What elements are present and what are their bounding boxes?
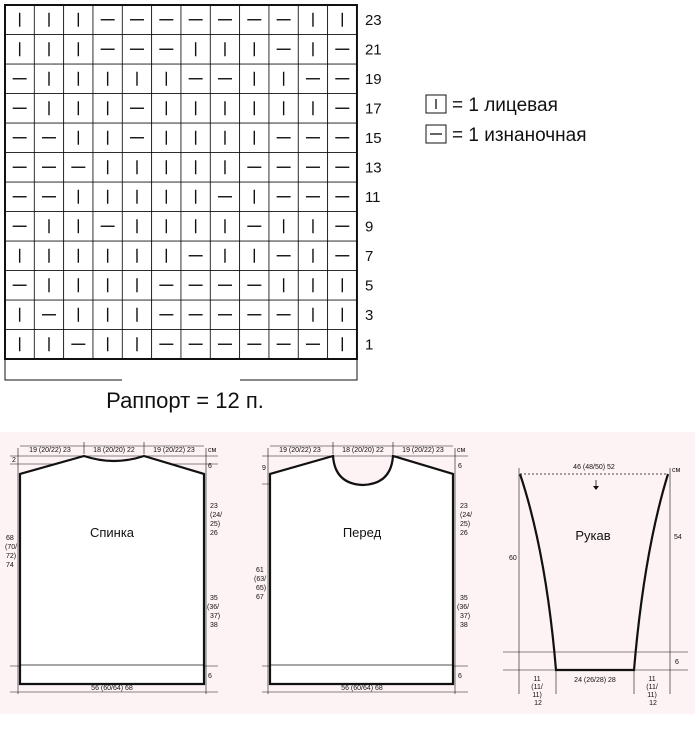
- back-title: Спинка: [89, 525, 135, 540]
- back-piece: [5, 442, 224, 694]
- back-total-length: 68 (70/ 72) 74: [5, 535, 18, 569]
- legend-purl: = 1 изнаночная: [452, 125, 587, 146]
- back-neck: 18 (20/20) 22: [93, 447, 135, 454]
- row-labels: [365, 12, 382, 354]
- sleeve-length-left: 60: [509, 555, 517, 562]
- front-unit: см: [457, 447, 466, 454]
- front-neck: 18 (20/20) 22: [342, 447, 384, 454]
- row-label: 9: [364, 218, 374, 236]
- back-shoulder-left: 19 (20/22) 23: [29, 447, 71, 454]
- front-shoulder-left: 19 (20/22) 23: [279, 447, 321, 454]
- rapport-bracket: [5, 358, 357, 380]
- row-label: 13: [364, 159, 382, 177]
- front-total-length: 61 (63/ 65) 67: [254, 567, 267, 601]
- row-label: 5: [364, 277, 374, 295]
- row-label: 3: [364, 306, 374, 324]
- front-piece: [254, 442, 474, 694]
- front-shoulder-right: 19 (20/22) 23: [402, 447, 444, 454]
- sleeve-increase-right: 11 (11/ 11) 12: [646, 676, 658, 707]
- back-slope: 2: [12, 457, 16, 464]
- back-body: 35 (36/ 37) 38: [207, 595, 221, 629]
- row-label: 11: [364, 188, 381, 206]
- sleeve-top-width: 46 (48/50) 52: [573, 464, 615, 471]
- front-neck-depth: 9: [262, 465, 266, 472]
- legend-knit: = 1 лицевая: [452, 95, 558, 116]
- sleeve-increase-left: 11 (11/ 11) 12: [531, 676, 543, 707]
- row-label: 23: [364, 11, 382, 29]
- row-label: 15: [364, 129, 382, 147]
- back-armhole: 23 (24/ 25) 26: [210, 503, 223, 537]
- sleeve-length-right: 54: [674, 534, 682, 541]
- row-label: 1: [364, 336, 374, 354]
- row-label: 21: [364, 41, 382, 59]
- front-shoulder-drop: 6: [458, 463, 462, 470]
- row-label: 17: [364, 100, 382, 118]
- row-label: 19: [364, 70, 382, 88]
- garment-schematics: [0, 432, 695, 714]
- sleeve-title: Рукав: [575, 528, 611, 543]
- front-width: 56 (60/64) 68: [341, 685, 383, 692]
- rapport-label: Раппорт = 12 п.: [106, 388, 264, 413]
- sleeve-piece: [503, 464, 688, 707]
- front-armhole: 23 (24/ 25) 26: [460, 503, 473, 537]
- front-title: Перед: [342, 525, 382, 540]
- sleeve-unit: см: [672, 467, 681, 474]
- chart-grid: [5, 5, 357, 359]
- back-shoulder-right: 19 (20/22) 23: [153, 447, 195, 454]
- front-rib: 6: [458, 673, 462, 680]
- row-label: 7: [364, 247, 374, 265]
- sleeve-cuff-width: 24 (26/28) 28: [574, 677, 616, 684]
- back-width: 56 (60/64) 68: [91, 685, 133, 692]
- back-shoulder-drop: 6: [208, 463, 212, 470]
- back-unit: см: [208, 447, 217, 454]
- sleeve-cuff: 6: [675, 659, 679, 666]
- back-rib: 6: [208, 673, 212, 680]
- front-body: 35 (36/ 37) 38: [457, 595, 471, 629]
